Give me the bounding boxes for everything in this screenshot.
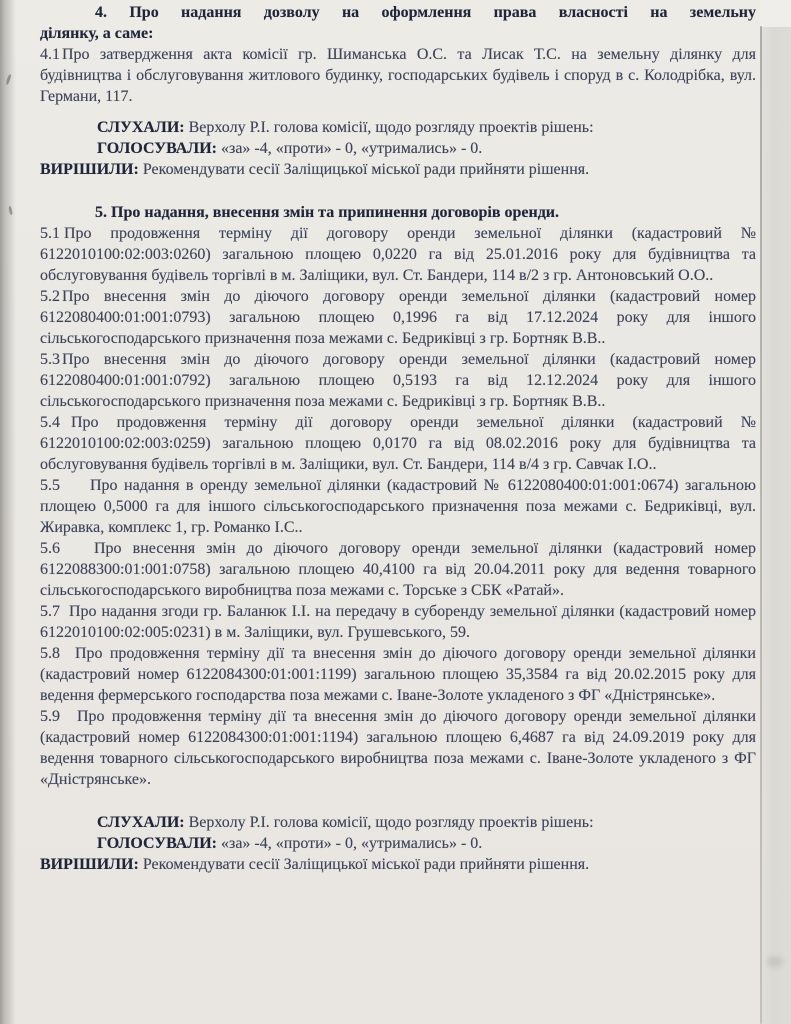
item-number: 5.3 (40, 351, 60, 368)
agenda-item-4-1 (40, 44, 756, 107)
agenda-item-5-1 (40, 223, 756, 286)
item-number: 5.5 (40, 477, 60, 494)
item-number: 5.2 (40, 288, 60, 305)
voted-label: ГОЛОСУВАЛИ: (97, 140, 217, 157)
item-text: Про продовження терміну дії договору оренди земельної ділянки (кадастровий № 6122010100:02:003:0260) загальною площею 0,0220 га від 25.01.2016 року для будівництва та обслуговування будівель торгівлі в м. Заліщики, вул. Ст. Бандери, 114 в/2 з гр. Антоновський О.О.. (40, 225, 756, 284)
agenda-item-5-3 (40, 349, 756, 412)
agenda-item-5-4 (40, 412, 756, 475)
item-number: 5.9 (40, 708, 60, 725)
item-text: Про продовження терміну дії та внесення змін до діючого договору оренди земельної ділянки (кадастровий номер 6122084300:01:001:1194) загальною площею 6,4687 га від 24.09.2019 року для ведення товарного сільськогосподарського виробництва поза межами с. Іване-Золоте укладеного з ФГ «Дністрянське». (40, 708, 756, 788)
agenda-item-5-5 (40, 475, 756, 538)
section-5-heading: 5. Про надання, внесення змін та припинення договорів оренди. (95, 204, 560, 221)
item-number: 5.4 (40, 414, 60, 431)
document-text-column (40, 2, 756, 875)
heard-text: Верхолу Р.І. голова комісії, щодо розгляду проектів рішень: (188, 119, 594, 136)
item-text: Про продовження терміну дії договору оренди земельної ділянки (кадастровий № 6122010100:02:003:0259) загальною площею 0,0170 га від 08.02.2016 року для будівництва та обслуговування будівель торгівлі в м. Заліщики, вул. Ст. Бандери, 114 в/4 з гр. Савчак І.О.. (40, 414, 756, 473)
agenda-item-5-8 (40, 643, 756, 706)
heard-line-2 (40, 812, 756, 833)
item-number: 5.7 (40, 603, 60, 620)
decided-label: ВИРІШИЛИ: (40, 161, 139, 178)
item-number: 5.1 (40, 225, 60, 242)
paper-edge-line (760, 26, 762, 1024)
item-number: 4.1 (40, 46, 60, 63)
item-number: 5.6 (40, 540, 60, 557)
voted-text: «за» -4, «проти» - 0, «утримались» - 0. (221, 835, 483, 852)
heard-label: СЛУХАЛИ: (97, 814, 185, 831)
paper-top-right-corner (760, 0, 791, 27)
heard-text: Верхолу Р.І. голова комісії, щодо розгляду проектів рішень: (188, 814, 594, 831)
item-text: Про надання згоди гр. Баланюк І.І. на передачу в суборенду земельної ділянки (кадастровий номер 6122010100:02:005:0231) в м. Заліщики, вул. Грушевського, 59. (40, 603, 756, 641)
item-number: 5.8 (40, 645, 60, 662)
decided-text: Рекомендувати сесії Заліщицької міської ради прийняти рішення. (142, 161, 590, 178)
item-text: Про внесення змін до діючого договору оренди земельної ділянки (кадастровий номер 6122080400:01:001:0793) загальною площею 0,1996 га від 17.12.2024 року для іншого сільськогосподарського призначення поза межами с. Бедриківці з гр. Бортняк В.В.. (40, 288, 756, 347)
scan-smudge (767, 956, 783, 967)
scan-left-edge-shadow (0, 0, 16, 1024)
decided-line-1 (40, 159, 756, 180)
heard-label: СЛУХАЛИ: (97, 119, 185, 136)
item-text: Про внесення змін до діючого договору оренди земельної ділянки (кадастровий номер 6122088300:01:001:0758) загальною площею 40,4100 га від 20.04.2011 року для ведення товарного сільськогосподарського виробництва поза межами с. Торське з СБК «Ратай». (40, 540, 756, 599)
voted-text: «за» -4, «проти» - 0, «утримались» - 0. (221, 140, 483, 157)
item-text: Про надання в оренду земельної ділянки (кадастровий № 6122080400:01:001:0674) загальною площею 0,5000 га для іншого сільськогосподарського призначення поза межами с. Бедриківці, вул. Жиравка, комплекс 1, гр. Романко І.С.. (40, 477, 756, 536)
heard-line-1 (40, 117, 756, 138)
item-text: Про продовження терміну дії та внесення змін до діючого договору оренди земельної ділянки (кадастровий номер 6122084300:01:001:1199) загальною площею 35,3584 га від 20.02.2015 року для ведення фермерського господарства поза межами с. Іване-Золоте укладеного з ФГ «Дністрянське». (40, 645, 756, 704)
decided-text: Рекомендувати сесії Заліщицької міської ради прийняти рішення. (142, 856, 590, 873)
voted-line-2 (40, 833, 756, 854)
agenda-item-5-9 (40, 706, 756, 790)
voted-label: ГОЛОСУВАЛИ: (97, 835, 217, 852)
section-4-heading-line1: 4. Про надання дозволу на оформлення права власності на земельну (95, 4, 756, 21)
agenda-item-5-7 (40, 601, 756, 643)
item-text: Про затвердження акта комісії гр. Шиманська О.С. та Лисак Т.С. на земельну ділянку для будівництва і обслуговування житлового будинку, господарських будівель і споруд в с. Колодрібка, вул. Германи, 117. (40, 46, 756, 105)
section-4-heading-line2: ділянку, а саме: (40, 25, 154, 42)
scan-right-margin (761, 0, 791, 1024)
decided-line-2 (40, 854, 756, 875)
agenda-item-5-6 (40, 538, 756, 601)
decided-label: ВИРІШИЛИ: (40, 856, 139, 873)
agenda-item-5-2 (40, 286, 756, 349)
voted-line-1 (40, 138, 756, 159)
item-text: Про внесення змін до діючого договору оренди земельної ділянки (кадастровий номер 6122080400:01:001:0792) загальною площею 0,5193 га від 12.12.2024 року для іншого сільськогосподарського призначення поза межами с. Бедриківці з гр. Бортняк В.В.. (40, 351, 756, 410)
